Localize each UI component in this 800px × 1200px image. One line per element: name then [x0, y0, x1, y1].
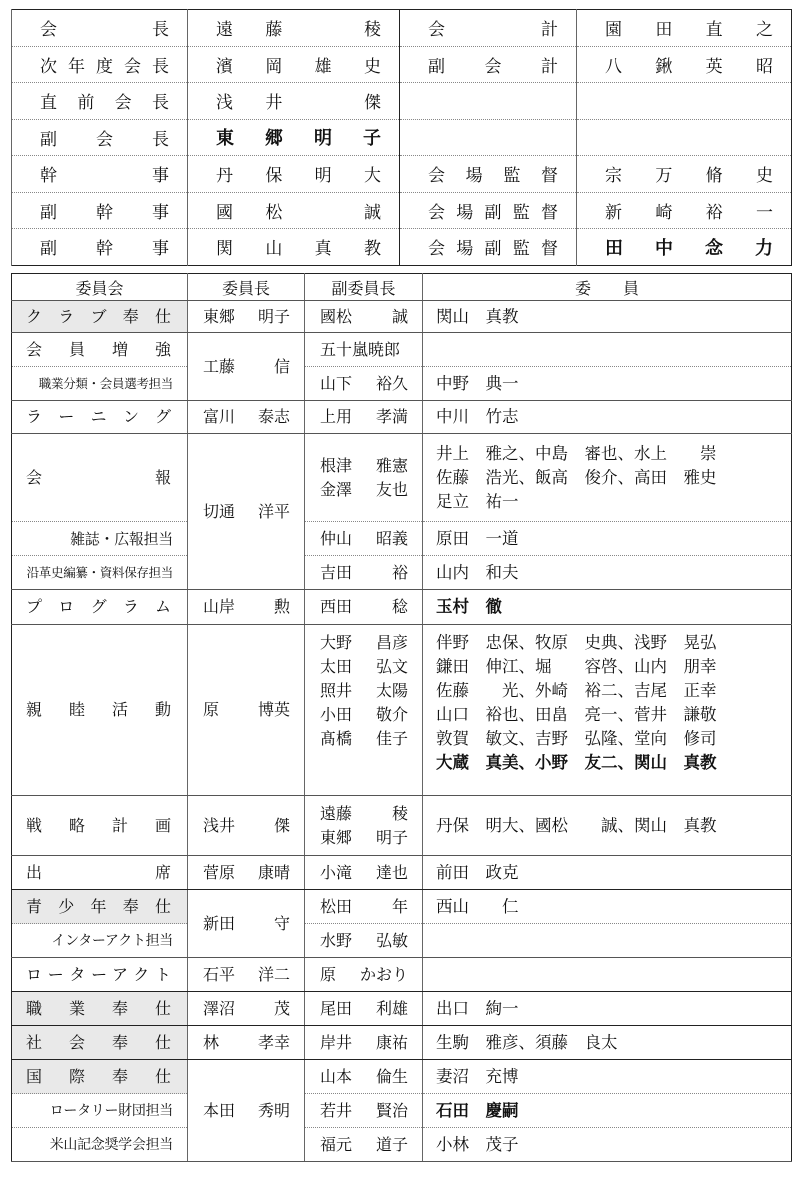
officer-name: 濱岡雄史 [216, 56, 381, 77]
officer-role: 副会長 [40, 129, 169, 150]
chair-name: 原 博英 [203, 700, 290, 719]
vice-chair-name: 根津 雅憲 [320, 455, 408, 475]
chair-name: 山岸 勲 [203, 597, 290, 616]
header-chair: 委員長 [188, 274, 305, 301]
committee-name: ローターアクト [26, 964, 171, 984]
member-line: 中川 竹志 [436, 407, 519, 426]
vice-chair-name: 上用 孝満 [320, 407, 408, 426]
officer-name: 八鍬英昭 [605, 56, 773, 77]
committee-row [12, 333, 792, 367]
chair-name: 新田 守 [203, 913, 290, 933]
committee-name: 戦略計画 [26, 815, 171, 835]
committee-name: プログラム [26, 597, 171, 616]
vice-chair-name: 山本 倫生 [320, 1066, 408, 1086]
header-vice-chair: 副委員長 [305, 274, 423, 301]
committee-name: 職業奉仕 [26, 998, 171, 1018]
officer-role: 幹事 [40, 166, 169, 187]
vice-chair-name: 太田 弘文 [320, 657, 408, 676]
committee-row [12, 992, 792, 1026]
chair-name: 石平 洋二 [203, 964, 290, 984]
vice-chair-name: 小滝 達也 [320, 862, 408, 882]
vice-chair-name: 水野 弘敏 [320, 930, 408, 950]
committee-row [12, 625, 792, 796]
chair-name: 富川 泰志 [203, 407, 290, 426]
officer-role: 会長 [40, 20, 169, 41]
committee-name: 国際奉仕 [26, 1066, 171, 1086]
member-line: 足立 祐一 [436, 491, 519, 511]
committee-name: ロータリー財団担当 [12, 1094, 188, 1128]
committee-row [12, 301, 792, 333]
officer-row [12, 10, 792, 47]
committee-row [12, 1094, 792, 1128]
officer-name: 関山真教 [216, 239, 381, 260]
committee-row [12, 958, 792, 992]
officer-row [12, 83, 792, 120]
member-line: 伴野 忠保、牧原 史典、浅野 晃弘 [436, 633, 717, 652]
vice-chair-name: 原 かおり [320, 964, 408, 984]
officer-name: 園田直之 [605, 20, 773, 41]
officer-name: 新崎裕一 [605, 202, 773, 223]
member-line: 玉村 徹 [436, 597, 502, 616]
officer-role: 副幹事 [40, 239, 169, 260]
chair-name: 本田 秀明 [203, 1100, 290, 1120]
officer-name: 丹保明大 [216, 166, 381, 187]
member-line: 佐藤 光、外崎 裕二、吉尾 正幸 [436, 681, 717, 700]
vice-chair-name: 若井 賢治 [320, 1100, 408, 1120]
member-line: 妻沼 充博 [436, 1066, 519, 1086]
vice-chair-name: 西田 稔 [320, 597, 408, 616]
officer-name: 國松 誠 [216, 202, 381, 223]
vice-chair-name: 松田 年 [320, 896, 408, 916]
member-line: 大蔵 真美、小野 友二、関山 真教 [436, 753, 717, 772]
committee-row [12, 367, 792, 401]
member-line: 井上 雅之、中島 審也、水上 崇 [436, 443, 717, 463]
committee-name: ラーニング [26, 407, 171, 426]
vice-chair-name: 岸井 康祐 [320, 1032, 408, 1052]
header-committee: 委員会 [12, 274, 188, 301]
committee-row [12, 796, 792, 856]
member-line: 山内 和夫 [436, 562, 519, 582]
officer-name: 遠藤 稜 [216, 20, 381, 41]
committee-row [12, 890, 792, 924]
member-line: 小林 茂子 [436, 1134, 519, 1154]
officer-name: 宗万脩史 [605, 166, 773, 187]
member-line: 原田 一道 [436, 528, 519, 548]
officer-role: 会場副監督 [428, 239, 558, 260]
vice-chair-name: 金澤 友也 [320, 479, 408, 499]
committee-name: 職業分類・会員選考担当 [12, 367, 188, 401]
vice-chair-name: 照井 太陽 [320, 681, 408, 700]
officer-role: 直前会長 [40, 93, 169, 114]
member-line: 山口 裕也、田畠 亮一、菅井 謙敬 [436, 705, 717, 724]
chair-name: 澤沼 茂 [203, 998, 290, 1018]
officer-role: 会計 [428, 20, 558, 41]
member-line: 出口 絢一 [436, 998, 519, 1018]
chair-name: 菅原 康晴 [203, 862, 290, 882]
committee-row [12, 522, 792, 556]
committee-row [12, 1128, 792, 1162]
member-line: 西山 仁 [436, 896, 519, 916]
member-line: 鎌田 伸江、堀 容啓、山内 朋幸 [436, 657, 717, 676]
vice-chair-name: 山下 裕久 [320, 373, 408, 393]
officer-row [12, 192, 792, 229]
committee-name: 米山記念奨学会担当 [12, 1128, 188, 1162]
officer-row [12, 46, 792, 83]
committee-row [12, 401, 792, 434]
member-line: 関山 真教 [436, 306, 519, 326]
committee-name: 出席 [26, 862, 171, 882]
header-members: 委 員 [423, 274, 792, 301]
committee-row [12, 1026, 792, 1060]
committee-name: 雑誌・広報担当 [12, 522, 188, 556]
vice-chair-name: 尾田 利雄 [320, 998, 408, 1018]
officer-role: 副幹事 [40, 202, 169, 223]
member-line: 石田 慶嗣 [436, 1100, 519, 1120]
vice-chair-name: 吉田 裕 [320, 562, 408, 582]
member-line: 丹保 明大、國松 誠、関山 真教 [436, 815, 717, 835]
committees-header-row [12, 274, 792, 301]
committee-name: 青少年奉仕 [26, 896, 171, 916]
chair-name: 浅井 傑 [203, 815, 290, 835]
officer-row [12, 229, 792, 266]
member-line: 敦賀 敏文、吉野 弘隆、堂向 修司 [436, 729, 717, 748]
committee-name: 親睦活動 [26, 700, 171, 719]
member-line: 生駒 雅彦、須藤 良太 [436, 1032, 618, 1052]
committees-table [11, 273, 792, 1162]
committee-name: インターアクト担当 [12, 924, 188, 958]
committee-name: 会員増強 [26, 339, 171, 359]
officer-role: 会場監督 [428, 166, 558, 187]
member-line: 佐藤 浩光、飯高 俊介、高田 雅史 [436, 467, 717, 487]
officer-role: 次年度会長 [40, 56, 169, 77]
vice-chair-name: 髙橋 佳子 [320, 729, 408, 748]
vice-chair-name: 遠藤 稜 [320, 803, 408, 823]
vice-chair-name: 國松 誠 [320, 306, 408, 326]
officer-name: 田中念力 [605, 237, 773, 259]
committee-name: クラブ奉仕 [26, 306, 171, 326]
member-line: 中野 典一 [436, 373, 519, 393]
officer-row [12, 119, 792, 156]
officer-name: 浅井 傑 [216, 93, 381, 114]
vice-chair-name: 大野 昌彦 [320, 633, 408, 652]
committee-name: 沿革史編纂・資料保存担当 [12, 556, 188, 590]
officer-row [12, 156, 792, 193]
officer-role: 副会計 [428, 56, 558, 77]
committee-row [12, 924, 792, 958]
vice-chair-name: 東郷 明子 [320, 827, 408, 847]
committee-row [12, 434, 792, 522]
chair-name: 林 孝幸 [203, 1032, 290, 1052]
chair-name: 東郷 明子 [203, 306, 290, 326]
officers-table [11, 9, 792, 266]
officer-role: 会場副監督 [428, 202, 558, 223]
vice-chair-name: 五十嵐暁郎 [320, 339, 401, 359]
vice-chair-name: 小田 敬介 [320, 705, 408, 724]
committee-row [12, 590, 792, 625]
committee-name: 社会奉仕 [26, 1032, 171, 1052]
committee-row [12, 1060, 792, 1094]
committee-name: 会報 [26, 467, 171, 487]
committee-row [12, 556, 792, 590]
member-line: 前田 政克 [436, 862, 519, 882]
chair-name: 切通 洋平 [203, 501, 290, 521]
officer-name: 東郷明子 [216, 128, 381, 150]
vice-chair-name: 仲山 昭義 [320, 528, 408, 548]
chair-name: 工藤 信 [203, 356, 290, 376]
vice-chair-name: 福元 道子 [320, 1134, 408, 1154]
committee-row [12, 856, 792, 890]
